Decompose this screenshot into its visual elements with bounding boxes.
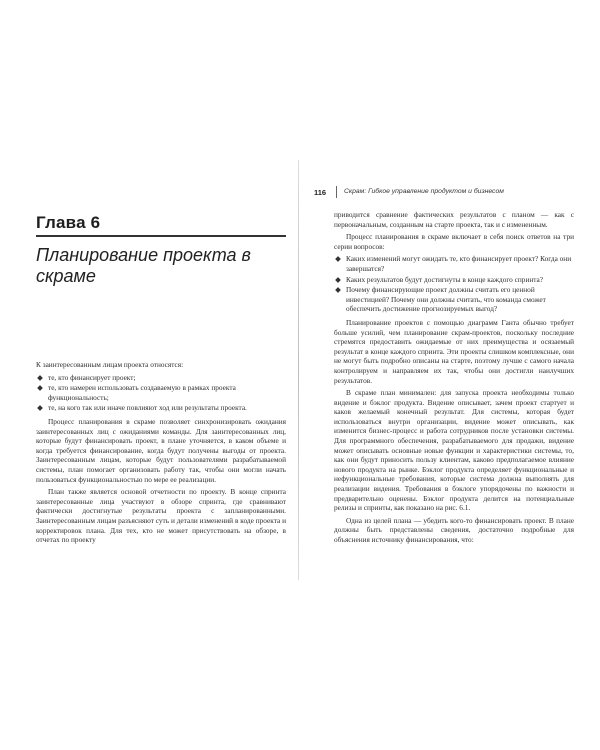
stakeholders-intro: К заинтересованным лицам проекта относятся: [36,360,184,369]
page-number: 116 [314,188,327,197]
list-item [36,403,286,413]
diamond-bullet-icon [335,277,341,283]
questions-intro: Процесс планирования в скраме включает в себя поиск ответов на три серии вопросов: [334,232,574,251]
list-item [334,285,574,314]
chapter-title: Планирование проекта в скраме [36,245,251,286]
list-item-text: Каких результатов будут достигнуты в конце каждого спринта? [346,274,544,284]
paragraph: Одна из целей плана — убедить кого-то финансировать проект. В плане должны быть представлены сведения, достаточно подробные для объяснения источнику финансирования, что: [334,515,574,544]
diamond-bullet-icon [335,287,341,293]
page-gutter [298,160,299,580]
book-title: Скрам: Гибкое управление продуктом и бизнесом [344,188,504,195]
list-item [36,373,286,383]
list-item-text: Почему финансирующие проект должны считать его ценной инвестицией? Почему они должны считать, что команда сможет обеспечить достижение прогнозируемых выгод? [346,285,546,314]
right-page [306,155,578,585]
list-item [36,383,286,402]
list-item-text: те, кто финансирует проект; [48,372,136,382]
right-page-body [334,210,574,548]
diamond-bullet-icon [37,375,43,381]
diamond-bullet-icon [37,385,43,391]
list-item-text: те, на кого так или иначе повлияют ход или результаты проекта. [48,403,247,413]
left-page [22,155,288,575]
paragraph: Планирование проектов с помощью диаграмм Ганта обычно требует больше усилий, чем планирование скрам-проектов, поскольку последние стремятся предоставить ожидаемые от них преимущества и осязаемый результат в конце каждого спринта. Эти проекты слишком комплексные, они не могут быть подробно описаны на старте, поэтому лучше с самого начала контролируем и направляем их так, чтобы они достигли наилучших результатов. [334,317,574,385]
diamond-bullet-icon [37,406,43,412]
header-divider [336,186,337,198]
left-page-body [36,360,286,548]
paragraph: План также является основой отчетности по проекту. В конце спринта заинтересованные лица участвуют в обзоре спринта, где сравнивают фактически достигнутые результаты проекта с запланированными. Заинтересованным лицам разъясняют суть и детали изменений в коде проекта и корректировок плана. Для тех, кто не может присутствовать на обзоре, в отчетах по проекту [36,487,286,545]
list-item-text: Каких изменений могут ожидать те, кто финансирует проект? Когда они завершатся? [346,254,572,273]
paragraph: приводится сравнение фактических результатов с планом — как с первоначальным, созданным на старте проекта, так и с измененным. [334,210,574,229]
chapter-label: Глава 6 [36,213,101,232]
list-item [334,254,574,273]
diamond-bullet-icon [335,257,341,263]
list-item-text: те, кто намерен использовать создаваемую в рамках проекта функциональность; [48,383,236,402]
paragraph: В скраме план минимален: для запуска проекта необходимы только видение и бэклог продукта. Видение описывает, зачем проект стартует и каков желаемый конечный результат. Для системы, которая будет использоваться внутри организации, видение может описывать, как изменится бизнес-процесс и работа сотрудников после установки системы. Для программного обеспечения, разрабатываемого для продажи, видение может описывать основные новые функции и характеристики системы, то, как они будут приносить пользу клиентам, каково предполагаемое влияние нового продукта на рынке. Бэклог продукта определяет функциональные и нефункциональные требования, которые система должна выполнять для реализации видения. Требования в бэклоге упорядочены по важности и предварительно оценены. Бэклог продукта делится на потенциальные релизы и спринты, как показано на рис. 6.1. [334,388,574,513]
chapter-rule [36,235,286,237]
running-header [314,188,574,198]
list-item [334,275,574,285]
stakeholders-list [36,373,286,413]
questions-list [334,254,574,314]
paragraph: Процесс планирования в скраме позволяет синхронизировать ожидания заинтересованных лиц с ожиданиями команды. Для заинтересованных лиц, которые будут финансировать проект, в плане уточняется, в каком объеме и когда требуется финансирование, когда будут получены выгоды от проекта. Заинтересованным лицам, которые будут пользователями разрабатываемой системы, план помогает организовать работу так, чтобы они могли начать пользоваться функциональностью по мере ее реализации. [36,416,286,484]
